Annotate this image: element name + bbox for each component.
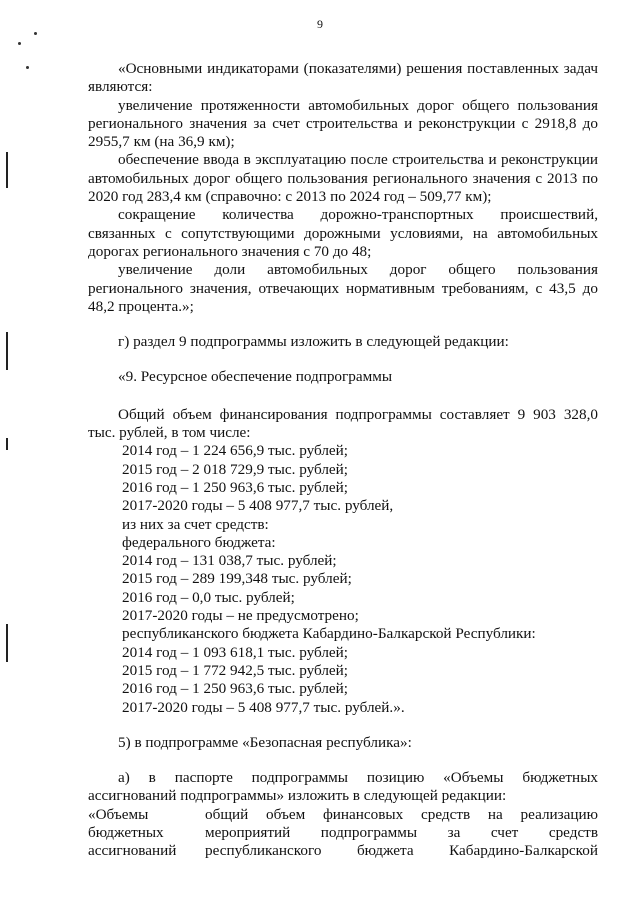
scan-dot <box>18 42 21 45</box>
scan-dot <box>26 66 29 69</box>
indicator-item: сокращение количества дорожно-транспортных происшествий, связанных с сопутствующими дорожными условиями, на автомобильных дорогах регионального значения с 70 до 48; <box>88 206 598 260</box>
passport-instruction: а) в паспорте подпрограммы позицию «Объемы бюджетных ассигнований подпрограммы» изложить в следующей редакции: <box>88 769 598 805</box>
indicator-item: обеспечение ввода в эксплуатацию после строительства и реконструкции автомобильных дорог общего пользования регионального значения с 2013 по 2020 год 283,4 км (справочно: с 2013 по 2024 год – 509,77 км); <box>88 151 598 206</box>
indicators-intro: «Основными индикаторами (показателями) решения поставленных задач являются: <box>88 60 598 96</box>
scan-dot <box>34 32 37 35</box>
allocation-label: «Объемы бюджетных ассигнований <box>88 805 177 860</box>
section-instruction: г) раздел 9 подпрограммы изложить в следующей редакции: <box>118 333 509 351</box>
list-item: 2017-2020 годы – 5 408 977,7 тыс. рублей, <box>122 497 394 515</box>
republic-label: республиканского бюджета Кабардино-Балкарской Республики: <box>122 625 536 643</box>
margin-line <box>6 438 8 450</box>
financing-by-year <box>88 442 598 716</box>
financing-total: Общий объем финансирования подпрограммы составляет 9 903 328,0 тыс. рублей, в том числе: <box>88 405 598 442</box>
list-item: 2015 год – 2 018 729,9 тыс. рублей; <box>122 460 349 478</box>
section-heading: «9. Ресурсное обеспечение подпрограммы <box>118 368 393 386</box>
margin-line <box>6 624 8 662</box>
list-item: 2017-2020 годы – не предусмотрено; <box>122 607 359 625</box>
allocation-text: общий объем финансовых средств на реализацию мероприятий подпрограммы за счет средств республиканского бюджета Кабардино-Балкарской <box>205 805 598 860</box>
indicator-item: увеличение протяженности автомобильных дорог общего пользования регионального значения за счет строительства и реконструкции с 2918,8 до 2955,7 км (на 36,9 км); <box>88 96 598 151</box>
list-item: 2017-2020 годы – 5 408 977,7 тыс. рублей.». <box>122 698 405 716</box>
document-body <box>88 60 598 861</box>
list-item: 2016 год – 1 250 963,6 тыс. рублей; <box>122 680 349 698</box>
subprogram-item: 5) в подпрограмме «Безопасная республика»: <box>118 733 412 751</box>
sources-label: из них за счет средств: <box>122 515 269 533</box>
margin-line <box>6 152 8 188</box>
list-item: 2014 год – 1 224 656,9 тыс. рублей; <box>122 442 349 460</box>
list-item: 2015 год – 289 199,348 тыс. рублей; <box>122 570 352 588</box>
allocation-row <box>88 806 598 861</box>
margin-line <box>6 332 8 370</box>
list-item: 2014 год – 131 038,7 тыс. рублей; <box>122 552 337 570</box>
list-item: 2014 год – 1 093 618,1 тыс. рублей; <box>122 643 349 661</box>
list-item: 2016 год – 1 250 963,6 тыс. рублей; <box>122 478 349 496</box>
page-number: 9 <box>317 17 323 31</box>
federal-label: федерального бюджета: <box>122 533 276 551</box>
list-item: 2016 год – 0,0 тыс. рублей; <box>122 588 295 606</box>
indicator-item: увеличение доли автомобильных дорог общего пользования регионального значения, отвечающих нормативным требованиям, с 43,5 до 48,2 процента.»; <box>88 261 598 315</box>
list-item: 2015 год – 1 772 942,5 тыс. рублей; <box>122 661 349 679</box>
